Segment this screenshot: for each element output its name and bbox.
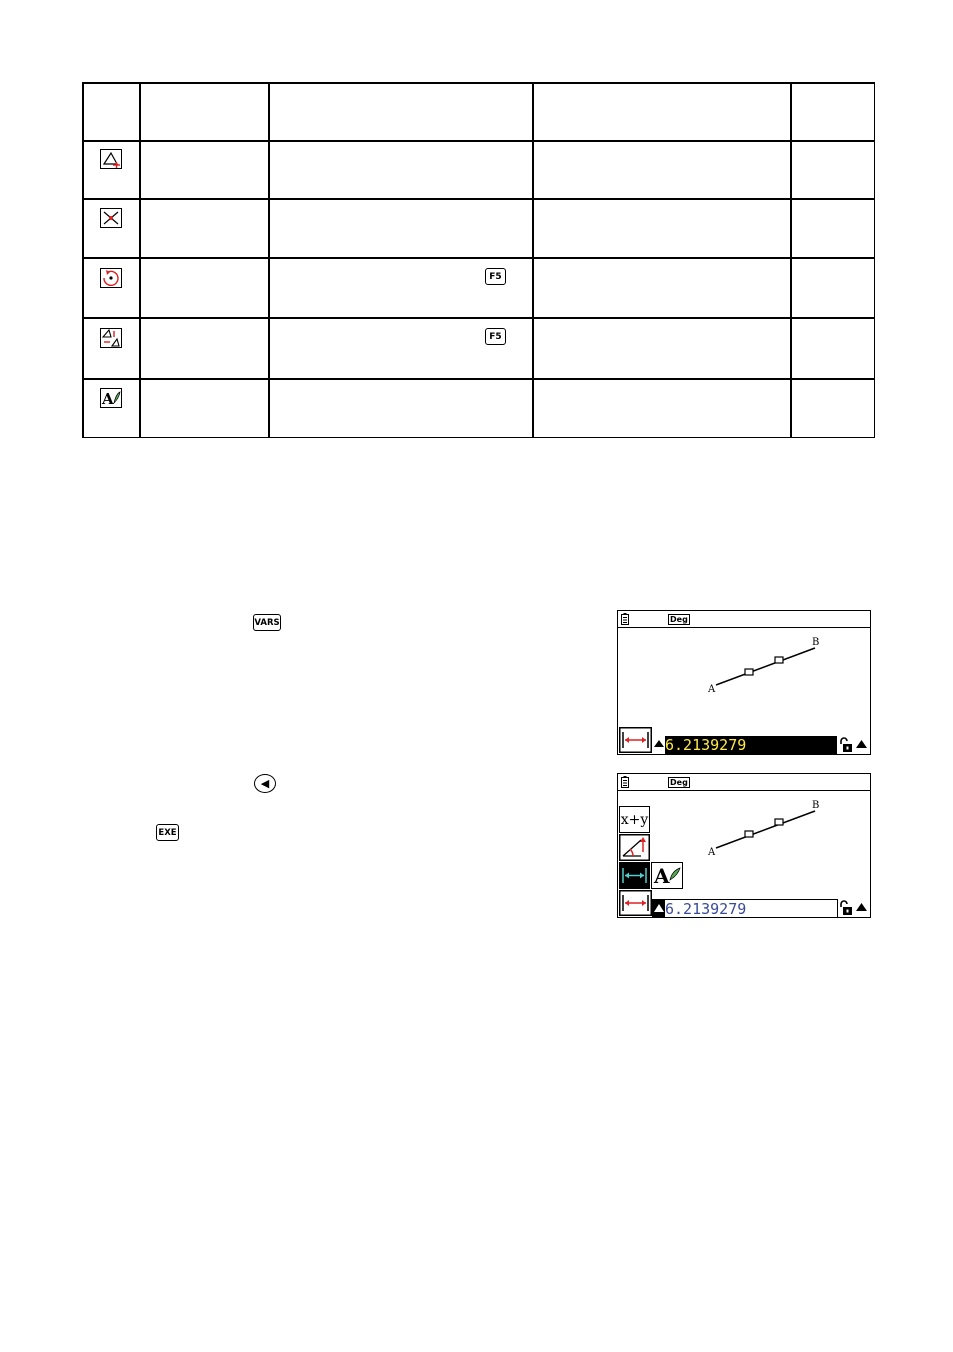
table-border-bottom: [82, 437, 875, 439]
selection-handle: [775, 657, 783, 663]
selection-handle: [745, 669, 753, 675]
battery-icon: [621, 776, 629, 788]
table-border-left: [82, 82, 84, 438]
line-segment-ab: [716, 648, 815, 685]
table-border-top: [82, 82, 875, 84]
length-measure-icon[interactable]: [619, 890, 652, 916]
svg-text:A: A: [102, 390, 114, 408]
selection-handle: [775, 819, 783, 825]
menu-item-sum[interactable]: x+y: [619, 806, 650, 833]
text-label-icon: [100, 388, 122, 408]
scroll-up-icon-selected[interactable]: [652, 899, 666, 917]
table-row-divider: [82, 257, 875, 259]
feature-table: [82, 82, 875, 438]
expand-up-icon[interactable]: [856, 902, 867, 911]
menu-item-length-icon-selected[interactable]: [619, 862, 650, 889]
f5-key: F5: [485, 328, 506, 345]
angle-mode-indicator: Deg: [670, 778, 688, 787]
rotate-icon: [100, 268, 122, 288]
geometry-canvas: [618, 627, 870, 727]
calculator-screen-2: [617, 773, 871, 918]
line-segment-ab: [716, 811, 815, 848]
expand-up-icon[interactable]: [856, 739, 867, 748]
table-row-divider: [82, 198, 875, 200]
vars-key: VARS: [253, 614, 281, 631]
menu-text-label-glyph: A: [654, 863, 670, 888]
length-measure-icon[interactable]: [619, 727, 652, 753]
value-box-divider: [837, 899, 838, 917]
table-col-divider: [139, 82, 141, 438]
unlock-icon[interactable]: [839, 737, 853, 752]
table-border-right: [874, 82, 876, 438]
menu-item-text-label[interactable]: [651, 862, 683, 889]
status-bar: [618, 774, 870, 791]
point-b-label: B: [812, 637, 820, 648]
table-col-divider: [790, 82, 792, 438]
unlock-icon[interactable]: [839, 900, 853, 915]
selection-handle: [745, 831, 753, 837]
f5-key: F5: [485, 268, 506, 285]
table-row-divider: [82, 140, 875, 142]
table-row-divider: [82, 317, 875, 319]
point-b-label: B: [812, 800, 820, 811]
point-a-label: A: [708, 847, 716, 858]
transform-icon: [100, 328, 122, 348]
pen-icon: [669, 867, 681, 881]
point-a-label: A: [708, 684, 716, 695]
calculator-screen-1: [617, 610, 871, 755]
left-arrow-key: ◀: [254, 774, 276, 793]
exe-key: EXE: [156, 824, 179, 841]
battery-icon: [621, 613, 629, 625]
table-col-divider: [268, 82, 270, 438]
status-bar: [618, 611, 870, 628]
menu-item-angle-icon[interactable]: [619, 834, 650, 861]
table-row-divider: [82, 378, 875, 380]
angle-mode-indicator: Deg: [670, 615, 688, 624]
cross-icon: [100, 208, 122, 228]
triangle-icon: [100, 149, 122, 169]
measurement-value[interactable]: 6.2139279: [665, 899, 837, 918]
scroll-up-icon[interactable]: [654, 739, 664, 747]
table-col-divider: [532, 82, 534, 438]
measurement-value[interactable]: 6.2139279: [665, 736, 837, 754]
